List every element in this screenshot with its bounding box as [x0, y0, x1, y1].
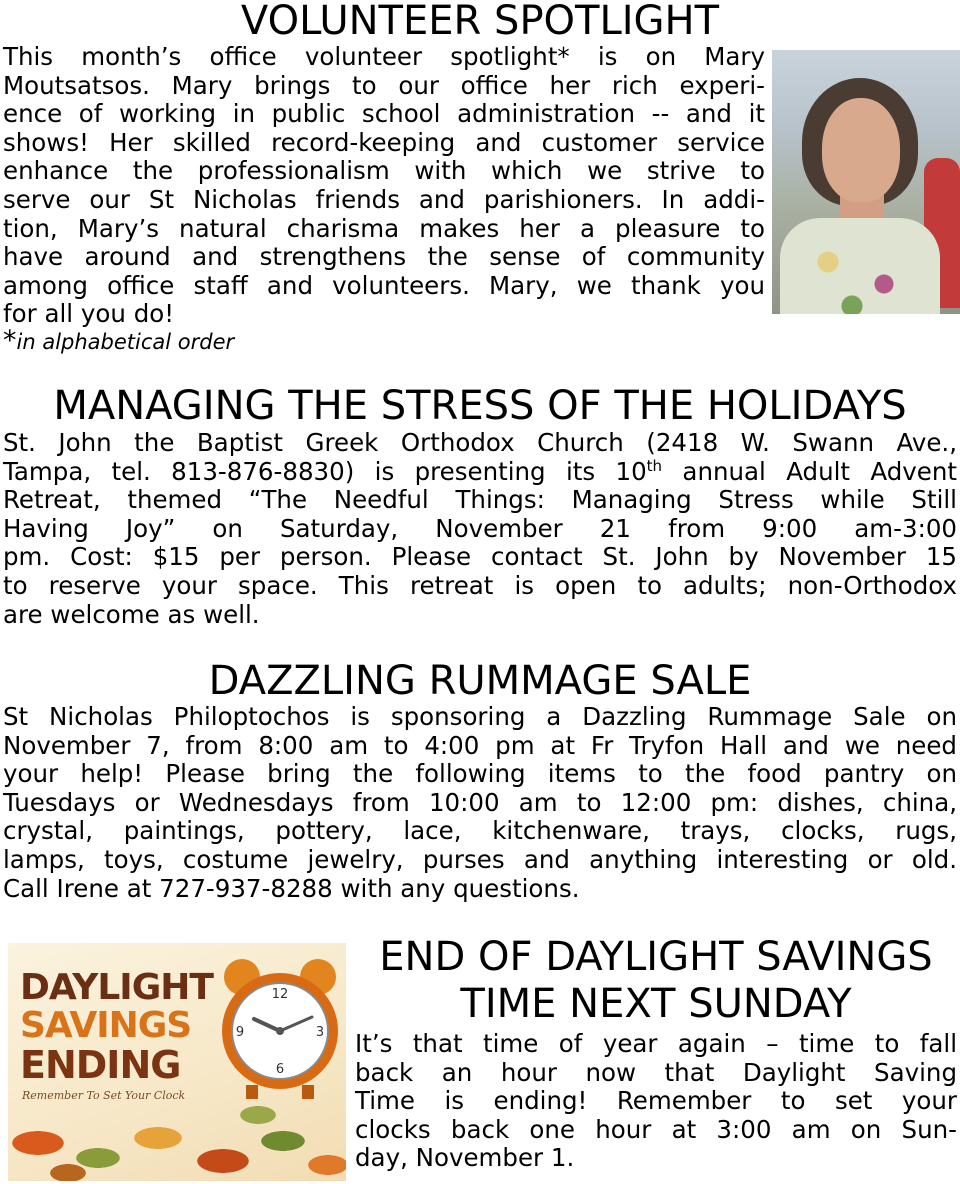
daylight-line: day, November 1. [355, 1143, 575, 1173]
photo-face [822, 98, 900, 202]
volunteer-line: shows! Her skilled record-keeping and customer service [3, 127, 765, 157]
daylight-heading-line2: TIME NEXT SUNDAY [460, 981, 852, 1027]
daylight-body [355, 1030, 957, 1173]
footnote-text: in alphabetical order [16, 330, 235, 354]
daylight-savings-graphic [8, 943, 346, 1181]
clock-numeral-3: 3 [315, 1025, 325, 1040]
holidays-line: pm. Cost: $15 per person. Please contact St. John by November 15 [3, 542, 957, 572]
holidays-heading: MANAGING THE STRESS OF THE HOLIDAYS [53, 383, 907, 429]
daylight-heading-line1: END OF DAYLIGHT SAVINGS [379, 934, 933, 980]
graphic-word-savings: SAVINGS [20, 1005, 192, 1046]
clock-center [276, 1027, 284, 1035]
holidays-line: are welcome as well. [3, 599, 260, 629]
daylight-line: clocks back one hour at 3:00 am on Sun- [355, 1114, 957, 1144]
volunteer-line: serve our St Nicholas friends and parishioners. In addi- [3, 184, 765, 214]
daylight-line: Time is ending! Remember to set your [355, 1086, 957, 1116]
rummage-line: lamps, toys, costume jewelry, purses and anything interesting or old. [3, 844, 957, 874]
daylight-line: back an hour now that Daylight Saving [355, 1057, 957, 1087]
rummage-line: your help! Please bring the following items to the food pantry on [3, 759, 957, 789]
ordinal-suffix: th [646, 456, 663, 475]
holidays-line: Retreat, themed “The Needful Things: Managing Stress while Still [3, 485, 957, 515]
daylight-line: It’s that time of year again – time to fall [355, 1029, 957, 1058]
volunteer-line: tion, Mary’s natural charisma makes her a pleasure to [3, 213, 765, 243]
rummage-line: Tuesdays or Wednesdays from 10:00 am to 12:00 pm: dishes, china, [3, 787, 957, 817]
volunteer-heading: VOLUNTEER SPOTLIGHT [240, 0, 720, 44]
volunteer-line: This month’s office volunteer spotlight* is on Mary [3, 42, 765, 71]
footnote [3, 325, 235, 356]
autumn-leaves [8, 1103, 346, 1181]
clock-numeral-12: 12 [271, 987, 289, 1002]
volunteer-line: for all you do! [3, 299, 175, 329]
clock-foot-right [302, 1085, 314, 1099]
holidays-body [3, 429, 957, 629]
holidays-line: to reserve your space. This retreat is open to adults; non-Orthodox [3, 570, 957, 600]
volunteer-line: ence of working in public school administration -- and it [3, 99, 765, 129]
footnote-star: * [3, 325, 17, 356]
volunteer-line: among office staff and volunteers. Mary, we thank you [3, 270, 765, 300]
holidays-line: Having Joy” on Saturday, November 21 from 9:00 am-3:00 [3, 513, 957, 543]
clock-numeral-6: 6 [275, 1062, 285, 1077]
rummage-line: November 7, from 8:00 am to 4:00 pm at Fr Tryfon Hall and we need [3, 730, 957, 760]
volunteer-line: Moutsatsos. Mary brings to our office her rich experi- [3, 70, 765, 100]
holidays-line-part: Tampa, tel. 813-876-8830) is presenting its 10 [3, 456, 647, 486]
rummage-body [3, 703, 957, 903]
rummage-line: St Nicholas Philoptochos is sponsoring a Dazzling Rummage Sale on [3, 702, 957, 731]
volunteer-line: have around and strengthens the sense of community [3, 242, 765, 272]
graphic-word-daylight: DAYLIGHT [20, 967, 213, 1008]
alarm-clock-icon [216, 955, 344, 1105]
holidays-line: St. John the Baptist Greek Orthodox Church (2418 W. Swann Ave., [3, 428, 957, 457]
rummage-heading: DAZZLING RUMMAGE SALE [208, 658, 752, 704]
photo-dress [780, 218, 940, 314]
rummage-line: Call Irene at 727-937-8288 with any questions. [3, 873, 580, 903]
volunteer-line: enhance the professionalism with which we strive to [3, 156, 765, 186]
volunteer-photo [772, 50, 960, 314]
holidays-line [3, 458, 957, 487]
graphic-word-ending: ENDING [20, 1043, 181, 1087]
graphic-tagline: Remember To Set Your Clock [22, 1089, 186, 1102]
clock-foot-left [246, 1085, 258, 1099]
clock-numeral-9: 9 [235, 1025, 245, 1040]
rummage-line: crystal, paintings, pottery, lace, kitchenware, trays, clocks, rugs, [3, 816, 957, 846]
holidays-line-part: annual Adult Advent [662, 456, 957, 486]
volunteer-body [3, 43, 765, 329]
